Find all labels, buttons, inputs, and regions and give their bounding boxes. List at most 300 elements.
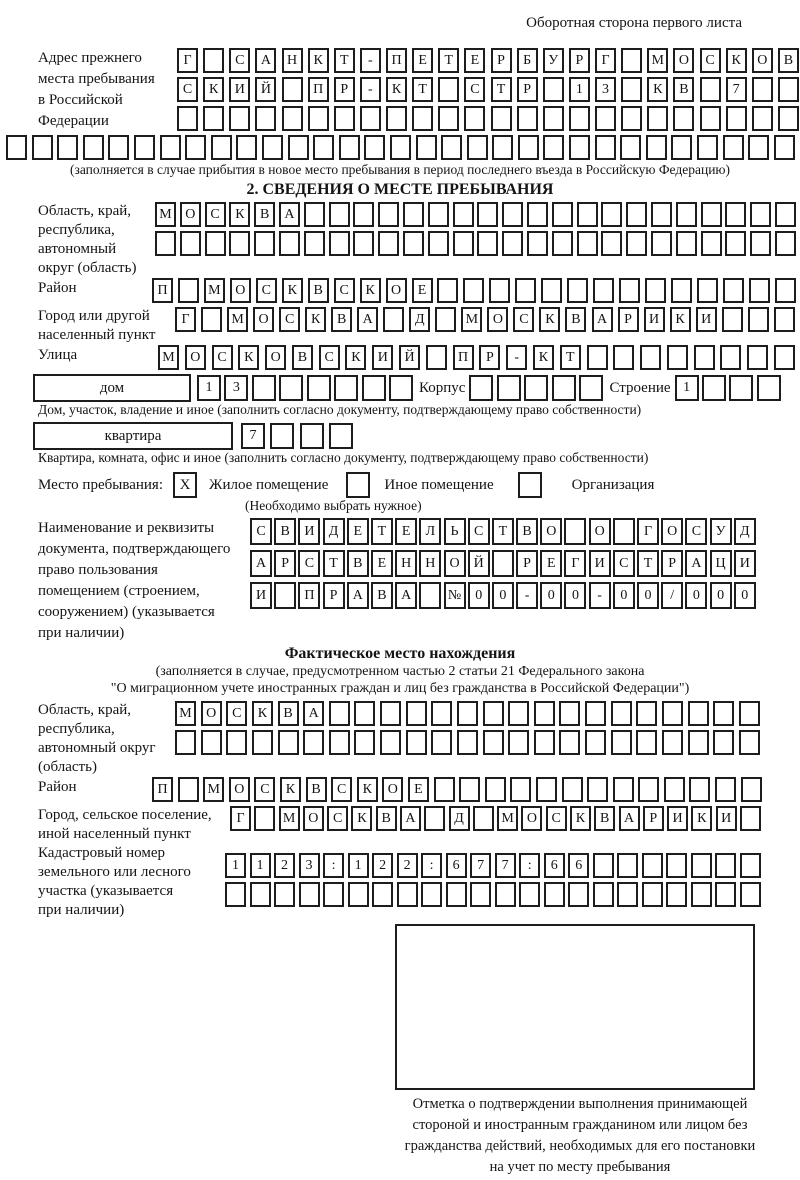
char-box[interactable]	[739, 701, 760, 726]
char-box[interactable]	[552, 375, 576, 401]
char-box[interactable]	[748, 135, 769, 160]
char-box[interactable]	[587, 345, 608, 370]
char-box[interactable]	[667, 345, 688, 370]
char-box[interactable]: И	[589, 550, 611, 577]
char-box[interactable]	[492, 135, 513, 160]
char-box[interactable]: С	[319, 345, 340, 370]
char-box[interactable]: К	[203, 77, 224, 102]
char-box[interactable]: А	[400, 806, 421, 831]
char-box[interactable]: К	[570, 806, 591, 831]
char-box[interactable]	[483, 730, 504, 755]
char-box[interactable]	[431, 730, 452, 755]
char-box[interactable]: Т	[438, 48, 459, 73]
char-box[interactable]: В	[376, 806, 397, 831]
char-box[interactable]	[175, 730, 196, 755]
char-box[interactable]	[701, 231, 722, 256]
char-box[interactable]	[729, 375, 753, 401]
char-box[interactable]: О	[386, 278, 407, 303]
char-box[interactable]	[593, 853, 614, 878]
char-box[interactable]	[757, 375, 781, 401]
char-box[interactable]	[502, 231, 523, 256]
char-box[interactable]	[534, 701, 555, 726]
char-box[interactable]	[421, 882, 442, 907]
char-box[interactable]	[664, 777, 685, 802]
char-box[interactable]: С	[279, 307, 300, 332]
char-box[interactable]	[640, 345, 661, 370]
char-box[interactable]	[299, 882, 320, 907]
char-box[interactable]	[403, 231, 424, 256]
char-box[interactable]: Р	[479, 345, 500, 370]
char-box[interactable]	[752, 106, 773, 131]
char-box[interactable]	[534, 730, 555, 755]
char-box[interactable]: И	[298, 518, 320, 545]
char-box[interactable]: Р	[516, 550, 538, 577]
char-box[interactable]: 2	[372, 853, 393, 878]
char-box[interactable]	[453, 231, 474, 256]
char-box[interactable]	[774, 307, 795, 332]
char-box[interactable]: -	[506, 345, 527, 370]
char-box[interactable]	[567, 278, 588, 303]
char-box[interactable]: К	[670, 307, 691, 332]
char-box[interactable]: О	[201, 701, 222, 726]
char-box[interactable]: Г	[177, 48, 198, 73]
char-box[interactable]	[360, 106, 381, 131]
char-box[interactable]	[626, 231, 647, 256]
char-box[interactable]	[364, 135, 385, 160]
char-box[interactable]: -	[360, 48, 381, 73]
char-box[interactable]: М	[227, 307, 248, 332]
char-box[interactable]: 0	[637, 582, 659, 609]
char-box[interactable]: 1	[225, 853, 246, 878]
char-box[interactable]	[749, 278, 770, 303]
char-box[interactable]	[725, 202, 746, 227]
char-box[interactable]: Ь	[444, 518, 466, 545]
char-box[interactable]	[700, 106, 721, 131]
char-box[interactable]: 1	[569, 77, 590, 102]
char-box[interactable]	[775, 202, 796, 227]
char-box[interactable]	[431, 701, 452, 726]
char-box[interactable]	[527, 231, 548, 256]
char-box[interactable]: А	[592, 307, 613, 332]
char-box[interactable]	[477, 202, 498, 227]
char-box[interactable]: Е	[412, 48, 433, 73]
char-box[interactable]	[662, 701, 683, 726]
char-box[interactable]	[155, 231, 176, 256]
char-box[interactable]: П	[308, 77, 329, 102]
char-box[interactable]	[329, 423, 353, 449]
char-box[interactable]: О	[230, 278, 251, 303]
char-box[interactable]	[662, 730, 683, 755]
char-box[interactable]	[250, 882, 271, 907]
char-box[interactable]	[740, 853, 761, 878]
char-box[interactable]	[689, 777, 710, 802]
char-box[interactable]: 7	[470, 853, 491, 878]
char-box[interactable]: С	[546, 806, 567, 831]
char-box[interactable]: С	[205, 202, 226, 227]
char-box[interactable]	[502, 202, 523, 227]
char-box[interactable]	[544, 882, 565, 907]
char-box[interactable]: Е	[540, 550, 562, 577]
char-box[interactable]	[527, 202, 548, 227]
char-box[interactable]	[723, 278, 744, 303]
char-box[interactable]	[536, 777, 557, 802]
char-box[interactable]	[562, 777, 583, 802]
char-box[interactable]	[723, 135, 744, 160]
char-box[interactable]: В	[278, 701, 299, 726]
char-box[interactable]	[463, 278, 484, 303]
char-box[interactable]	[236, 135, 257, 160]
char-box[interactable]	[255, 106, 276, 131]
char-box[interactable]: -	[589, 582, 611, 609]
char-box[interactable]: С	[700, 48, 721, 73]
char-box[interactable]: К	[386, 77, 407, 102]
char-box[interactable]	[613, 777, 634, 802]
char-box[interactable]	[585, 701, 606, 726]
char-box[interactable]	[446, 882, 467, 907]
char-box[interactable]: Т	[323, 550, 345, 577]
char-box[interactable]	[457, 730, 478, 755]
char-box[interactable]	[303, 730, 324, 755]
char-box[interactable]	[775, 231, 796, 256]
char-box[interactable]: К	[647, 77, 668, 102]
char-box[interactable]	[691, 853, 712, 878]
char-box[interactable]	[524, 375, 548, 401]
char-box[interactable]: 6	[568, 853, 589, 878]
char-box[interactable]	[617, 853, 638, 878]
char-box[interactable]	[671, 135, 692, 160]
char-box[interactable]	[701, 202, 722, 227]
char-box[interactable]: О	[180, 202, 201, 227]
char-box[interactable]	[636, 701, 657, 726]
char-box[interactable]	[671, 278, 692, 303]
char-box[interactable]	[353, 231, 374, 256]
char-box[interactable]: В	[371, 582, 393, 609]
char-box[interactable]	[697, 278, 718, 303]
char-box[interactable]: И	[229, 77, 250, 102]
char-box[interactable]: А	[395, 582, 417, 609]
char-box[interactable]	[406, 701, 427, 726]
char-box[interactable]	[740, 882, 761, 907]
char-box[interactable]	[160, 135, 181, 160]
char-box[interactable]	[279, 231, 300, 256]
char-box[interactable]	[747, 345, 768, 370]
char-box[interactable]: Т	[560, 345, 581, 370]
char-box[interactable]: В	[292, 345, 313, 370]
char-box[interactable]: И	[716, 806, 737, 831]
char-box[interactable]	[647, 106, 668, 131]
char-box[interactable]	[428, 231, 449, 256]
char-box[interactable]: :	[421, 853, 442, 878]
char-box[interactable]	[435, 307, 456, 332]
char-box[interactable]	[750, 231, 771, 256]
char-box[interactable]: М	[175, 701, 196, 726]
char-box[interactable]: И	[250, 582, 272, 609]
char-box[interactable]	[601, 231, 622, 256]
char-box[interactable]	[577, 231, 598, 256]
char-box[interactable]	[354, 730, 375, 755]
char-box[interactable]: О	[487, 307, 508, 332]
char-box[interactable]	[676, 202, 697, 227]
char-box[interactable]	[559, 701, 580, 726]
char-box[interactable]	[613, 518, 635, 545]
char-box[interactable]	[595, 106, 616, 131]
char-box[interactable]	[437, 278, 458, 303]
char-box[interactable]: 3	[299, 853, 320, 878]
char-box[interactable]: 6	[544, 853, 565, 878]
char-box[interactable]	[543, 135, 564, 160]
char-box[interactable]: М	[204, 278, 225, 303]
char-box[interactable]	[426, 345, 447, 370]
char-box[interactable]: Н	[419, 550, 441, 577]
char-box[interactable]	[774, 345, 795, 370]
char-box[interactable]: К	[691, 806, 712, 831]
char-box[interactable]: М	[155, 202, 176, 227]
char-box[interactable]	[339, 135, 360, 160]
checkbox-other-premises[interactable]	[346, 472, 370, 498]
char-box[interactable]: А	[685, 550, 707, 577]
char-box[interactable]: К	[539, 307, 560, 332]
char-box[interactable]	[778, 77, 799, 102]
char-box[interactable]	[715, 777, 736, 802]
char-box[interactable]	[651, 231, 672, 256]
char-box[interactable]: М	[203, 777, 224, 802]
char-box[interactable]: 0	[710, 582, 732, 609]
char-box[interactable]: -	[360, 77, 381, 102]
char-box[interactable]: А	[347, 582, 369, 609]
char-box[interactable]: Т	[637, 550, 659, 577]
char-box[interactable]	[775, 278, 796, 303]
char-box[interactable]: Б	[517, 48, 538, 73]
char-box[interactable]	[645, 278, 666, 303]
char-box[interactable]: Й	[399, 345, 420, 370]
char-box[interactable]: О	[521, 806, 542, 831]
char-box[interactable]: Е	[408, 777, 429, 802]
char-box[interactable]: А	[255, 48, 276, 73]
char-box[interactable]: В	[331, 307, 352, 332]
char-box[interactable]: О	[752, 48, 773, 73]
char-box[interactable]: С	[468, 518, 490, 545]
char-box[interactable]: К	[305, 307, 326, 332]
char-box[interactable]	[601, 202, 622, 227]
char-box[interactable]: С	[327, 806, 348, 831]
char-box[interactable]	[726, 106, 747, 131]
char-box[interactable]: С	[464, 77, 485, 102]
char-box[interactable]: Е	[371, 550, 393, 577]
char-box[interactable]: 7	[726, 77, 747, 102]
char-box[interactable]: К	[360, 278, 381, 303]
char-box[interactable]: П	[152, 777, 173, 802]
char-box[interactable]	[380, 701, 401, 726]
char-box[interactable]	[424, 806, 445, 831]
char-box[interactable]	[568, 882, 589, 907]
char-box[interactable]: И	[372, 345, 393, 370]
char-box[interactable]	[515, 278, 536, 303]
char-box[interactable]	[518, 135, 539, 160]
char-box[interactable]	[419, 582, 441, 609]
char-box[interactable]	[676, 231, 697, 256]
char-box[interactable]	[334, 375, 358, 401]
char-box[interactable]: М	[497, 806, 518, 831]
char-box[interactable]: В	[254, 202, 275, 227]
char-box[interactable]	[469, 375, 493, 401]
char-box[interactable]	[108, 135, 129, 160]
char-box[interactable]	[362, 375, 386, 401]
char-box[interactable]	[201, 730, 222, 755]
char-box[interactable]	[587, 777, 608, 802]
char-box[interactable]: 1	[197, 375, 221, 401]
char-box[interactable]: Л	[419, 518, 441, 545]
char-box[interactable]: Г	[175, 307, 196, 332]
char-box[interactable]: Й	[255, 77, 276, 102]
char-box[interactable]	[278, 730, 299, 755]
char-box[interactable]: О	[382, 777, 403, 802]
char-box[interactable]	[722, 307, 743, 332]
char-box[interactable]	[380, 730, 401, 755]
char-box[interactable]: Е	[395, 518, 417, 545]
char-box[interactable]	[774, 135, 795, 160]
char-box[interactable]: :	[323, 853, 344, 878]
char-box[interactable]	[752, 77, 773, 102]
char-box[interactable]	[225, 882, 246, 907]
char-box[interactable]: Н	[282, 48, 303, 73]
char-box[interactable]: П	[453, 345, 474, 370]
char-box[interactable]: В	[274, 518, 296, 545]
char-box[interactable]	[564, 518, 586, 545]
char-box[interactable]: К	[229, 202, 250, 227]
char-box[interactable]	[619, 278, 640, 303]
char-box[interactable]: Р	[569, 48, 590, 73]
char-box[interactable]	[453, 202, 474, 227]
char-box[interactable]: К	[280, 777, 301, 802]
char-box[interactable]: И	[644, 307, 665, 332]
char-box[interactable]: Д	[323, 518, 345, 545]
char-box[interactable]	[477, 231, 498, 256]
char-box[interactable]	[397, 882, 418, 907]
char-box[interactable]	[688, 730, 709, 755]
char-box[interactable]: С	[298, 550, 320, 577]
char-box[interactable]: 7	[495, 853, 516, 878]
char-box[interactable]: Д	[449, 806, 470, 831]
char-box[interactable]: К	[238, 345, 259, 370]
checkbox-residential[interactable]: X	[173, 472, 197, 498]
char-box[interactable]	[438, 77, 459, 102]
char-box[interactable]	[177, 106, 198, 131]
char-box[interactable]	[378, 231, 399, 256]
char-box[interactable]	[201, 307, 222, 332]
char-box[interactable]	[720, 345, 741, 370]
char-box[interactable]	[329, 202, 350, 227]
char-box[interactable]	[611, 701, 632, 726]
char-box[interactable]: К	[726, 48, 747, 73]
char-box[interactable]	[646, 135, 667, 160]
char-box[interactable]: №	[444, 582, 466, 609]
char-box[interactable]: В	[516, 518, 538, 545]
char-box[interactable]: 3	[595, 77, 616, 102]
char-box[interactable]	[464, 106, 485, 131]
char-box[interactable]: С	[177, 77, 198, 102]
char-box[interactable]	[226, 730, 247, 755]
char-box[interactable]	[497, 375, 521, 401]
char-box[interactable]	[354, 701, 375, 726]
char-box[interactable]: Д	[409, 307, 430, 332]
char-box[interactable]	[508, 730, 529, 755]
char-box[interactable]: 2	[397, 853, 418, 878]
char-box[interactable]	[713, 701, 734, 726]
char-box[interactable]: П	[152, 278, 173, 303]
checkbox-organization[interactable]	[518, 472, 542, 498]
char-box[interactable]	[713, 730, 734, 755]
char-box[interactable]: У	[543, 48, 564, 73]
char-box[interactable]: У	[710, 518, 732, 545]
char-box[interactable]	[308, 106, 329, 131]
char-box[interactable]: О	[253, 307, 274, 332]
char-box[interactable]: В	[594, 806, 615, 831]
char-box[interactable]: И	[734, 550, 756, 577]
char-box[interactable]: 3	[224, 375, 248, 401]
char-box[interactable]: В	[565, 307, 586, 332]
char-box[interactable]: Г	[230, 806, 251, 831]
char-box[interactable]	[517, 106, 538, 131]
char-box[interactable]	[389, 375, 413, 401]
char-box[interactable]: К	[345, 345, 366, 370]
char-box[interactable]: Р	[334, 77, 355, 102]
char-box[interactable]	[621, 48, 642, 73]
char-box[interactable]: К	[533, 345, 554, 370]
char-box[interactable]: С	[226, 701, 247, 726]
char-box[interactable]: И	[696, 307, 717, 332]
char-box[interactable]: Р	[517, 77, 538, 102]
char-box[interactable]	[691, 882, 712, 907]
char-box[interactable]	[473, 806, 494, 831]
char-box[interactable]	[203, 106, 224, 131]
char-box[interactable]	[621, 106, 642, 131]
char-box[interactable]	[386, 106, 407, 131]
char-box[interactable]: В	[778, 48, 799, 73]
char-box[interactable]	[178, 278, 199, 303]
char-box[interactable]: А	[303, 701, 324, 726]
char-box[interactable]	[741, 777, 762, 802]
char-box[interactable]	[508, 701, 529, 726]
char-box[interactable]: Т	[491, 77, 512, 102]
char-box[interactable]	[621, 77, 642, 102]
char-box[interactable]: М	[647, 48, 668, 73]
char-box[interactable]: :	[519, 853, 540, 878]
char-box[interactable]	[383, 307, 404, 332]
char-box[interactable]: 0	[540, 582, 562, 609]
char-box[interactable]: 0	[468, 582, 490, 609]
char-box[interactable]	[412, 106, 433, 131]
char-box[interactable]: Т	[334, 48, 355, 73]
char-box[interactable]: О	[589, 518, 611, 545]
char-box[interactable]	[638, 777, 659, 802]
char-box[interactable]	[702, 375, 726, 401]
char-box[interactable]: -	[516, 582, 538, 609]
char-box[interactable]	[489, 278, 510, 303]
char-box[interactable]: 2	[274, 853, 295, 878]
char-box[interactable]	[32, 135, 53, 160]
char-box[interactable]	[595, 135, 616, 160]
char-box[interactable]	[626, 202, 647, 227]
char-box[interactable]	[470, 882, 491, 907]
char-box[interactable]	[270, 423, 294, 449]
char-box[interactable]: А	[357, 307, 378, 332]
char-box[interactable]	[434, 777, 455, 802]
char-box[interactable]	[617, 882, 638, 907]
char-box[interactable]	[134, 135, 155, 160]
char-box[interactable]: Р	[274, 550, 296, 577]
char-box[interactable]	[274, 582, 296, 609]
char-box[interactable]: С	[331, 777, 352, 802]
